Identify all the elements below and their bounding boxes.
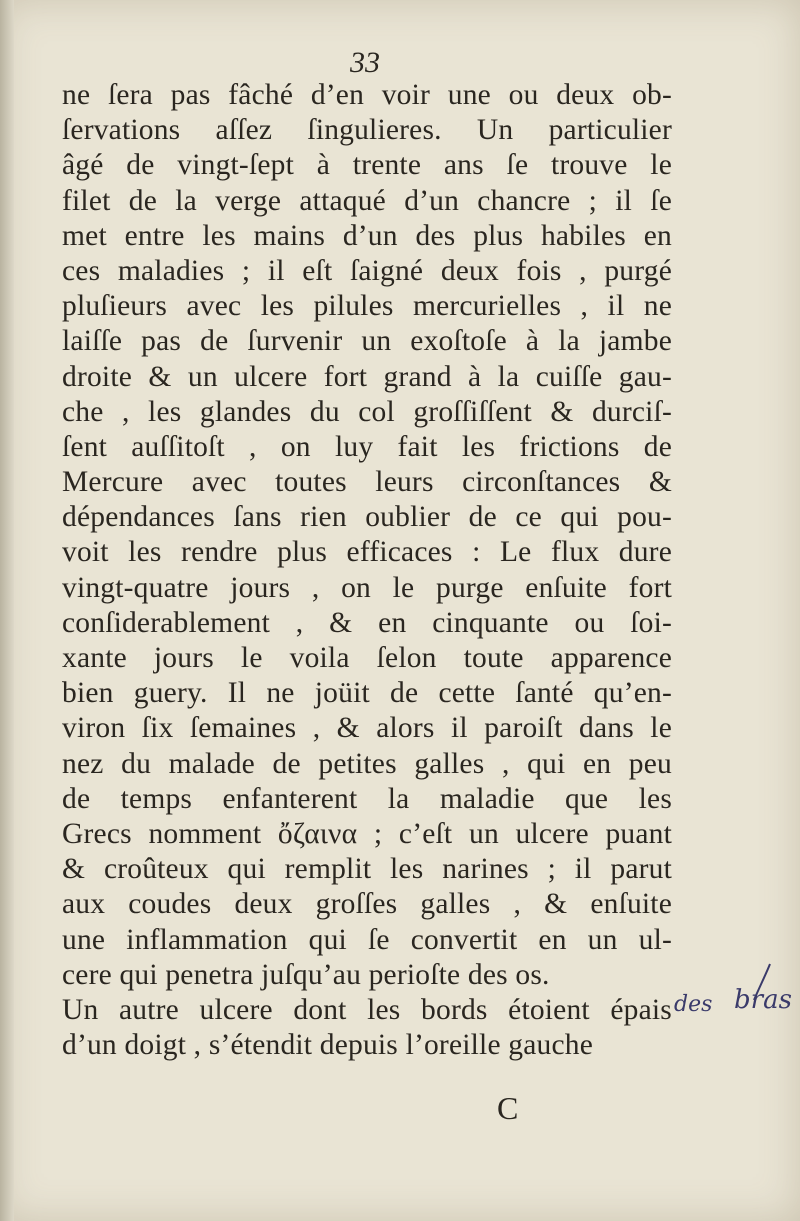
text-line: droite & un ulcere fort grand à la cuiſſe gau-: [62, 360, 672, 393]
handwritten-annotation-des: des: [674, 992, 713, 1017]
text-line: viron ſix ſemaines , & alors il paroiſt dans le: [62, 712, 672, 745]
text-line: laiſſe pas de ſurvenir un exoſtoſe à la jambe: [62, 325, 672, 358]
text-line: ces maladies ; il eſt ſaigné deux fois , purgé: [62, 254, 672, 287]
signature-mark: C: [497, 1090, 519, 1126]
text-line: filet de la verge attaqué d’un chancre ; il ſe: [62, 184, 672, 217]
text-line: dépendances ſans rien oublier de ce qui pou-: [62, 501, 672, 534]
text-line: nez du malade de petites galles , qui en peu: [62, 747, 672, 780]
text-line: âgé de vingt-ſept à trente ans ſe trouve le: [62, 149, 672, 182]
page-gutter: [0, 0, 14, 1221]
text-line: d’un doigt , s’étendit depuis l’oreille gauche: [62, 1029, 594, 1062]
text-line: Mercure avec toutes leurs circonſtances &: [62, 466, 672, 499]
text-line: pluſieurs avec les pilules mercurielles , il ne: [62, 290, 672, 323]
text-line: Grecs nomment ὄζαινα ; c’eſt un ulcere puant: [62, 817, 672, 850]
text-line: vingt-quatre jours , on le purge enſuite fort: [62, 571, 672, 604]
text-line: de temps enfanterent la maladie que les: [62, 782, 672, 815]
text-line: conſiderablement , & en cinquante ou ſoi-: [62, 606, 672, 639]
handwritten-annotation-bras: bras: [734, 985, 792, 1015]
text-line: bien guery. Il ne joüit de cette ſanté qu’en-: [62, 677, 672, 710]
text-line: & croûteux qui remplit les narines ; il parut: [62, 853, 672, 886]
page-number: 33: [350, 46, 380, 79]
body-text: [62, 78, 672, 1063]
text-line: ne ſera pas fâché d’en voir une ou deux ob-: [62, 79, 672, 111]
text-line: aux coudes deux groſſes galles , & enſuite: [62, 888, 672, 921]
text-line: voit les rendre plus efficaces : Le flux dure: [62, 536, 672, 569]
text-line: ſervations aſſez ſingulieres. Un particulier: [62, 114, 672, 147]
text-line: une inflammation qui ſe convertit en un ul-: [62, 923, 672, 956]
text-line: Un autre ulcere dont les bords étoient épais: [62, 993, 672, 1026]
text-line: ſent auſſitoſt , on luy fait les frictions de: [62, 430, 672, 463]
text-line: met entre les mains d’un des plus habiles en: [62, 219, 672, 252]
text-line: cere qui penetra juſqu’au perioſte des os.: [62, 958, 550, 991]
text-line: che , les glandes du col groſſiſſent & durciſ-: [62, 395, 672, 428]
text-line: xante jours le voila ſelon toute apparence: [62, 642, 672, 674]
